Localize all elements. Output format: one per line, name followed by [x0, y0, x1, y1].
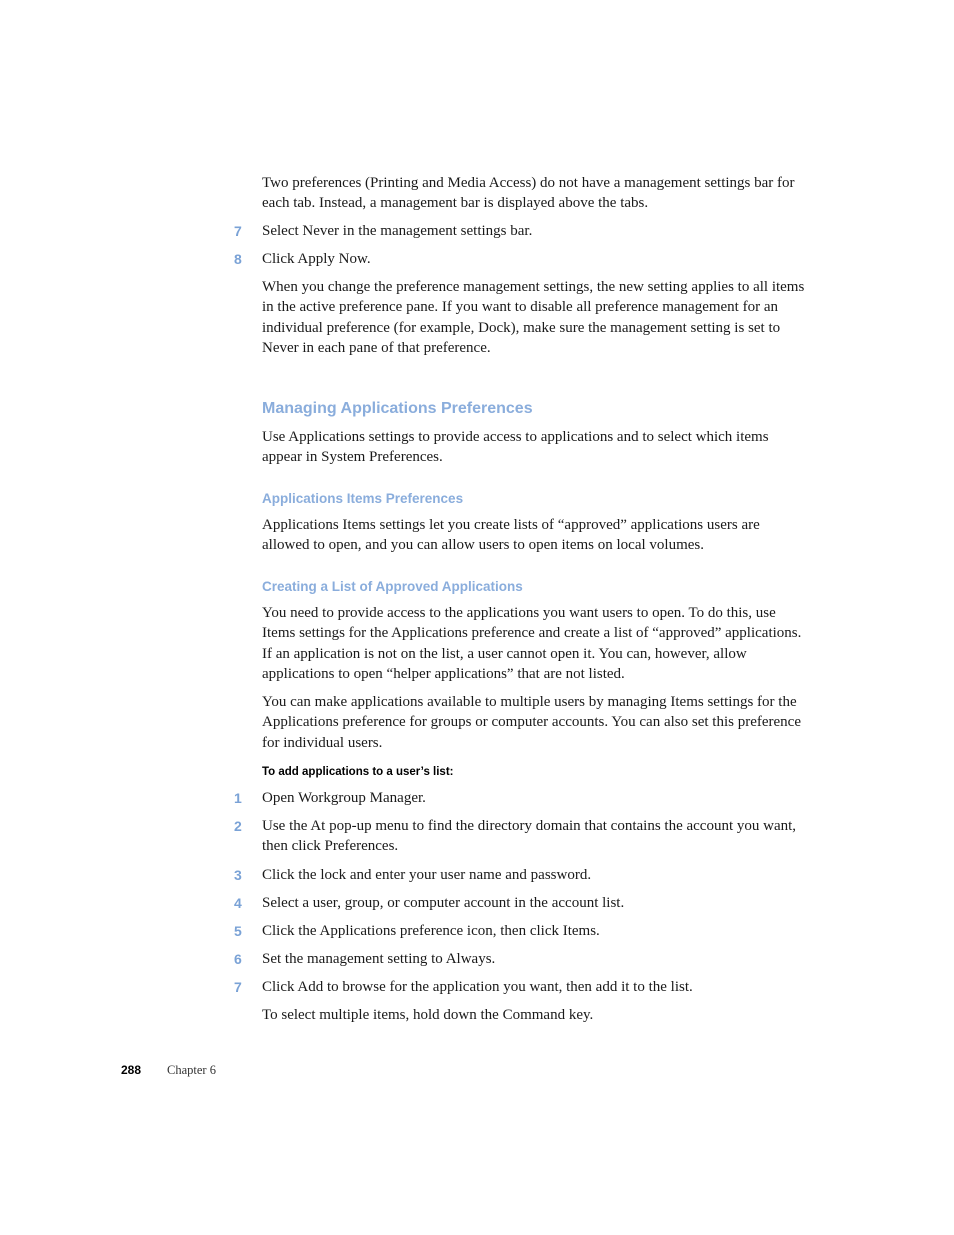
step-number: 7 — [234, 979, 242, 995]
intro-paragraph: Two preferences (Printing and Media Access) do not have a management settings bar for each tab. Instead, a management bar is displayed above the tabs. — [262, 175, 795, 212]
step-number: 4 — [234, 895, 242, 911]
step-text: Select a user, group, or computer account in the account list. — [262, 895, 625, 911]
page-number: 288 — [121, 1063, 142, 1077]
chapter-label: Chapter 6 — [167, 1063, 216, 1077]
step-text: Click Add to browse for the application you want, then add it to the list. — [262, 979, 693, 995]
section-intro-paragraph: Use Applications settings to provide access to applications and to select which items appear in System Preferences. — [262, 429, 769, 466]
subsection-heading: Creating a List of Approved Applications — [262, 579, 523, 594]
step-number: 2 — [234, 818, 242, 834]
step-text: Open Workgroup Manager. — [262, 790, 426, 806]
step-text: Set the management setting to Always. — [262, 951, 496, 967]
step-number: 8 — [234, 251, 242, 267]
step-text: Click the Applications preference icon, then click Items. — [262, 923, 600, 939]
step-number: 3 — [234, 867, 242, 883]
step-number: 6 — [234, 951, 242, 967]
subsection-paragraph: You can make applications available to multiple users by managing Items settings for the Applications preference for groups or computer accounts. You can also set this preference for individual users. — [262, 694, 801, 751]
step-number: 1 — [234, 790, 242, 806]
task-heading: To add applications to a user’s list: — [262, 766, 454, 778]
management-note-paragraph: When you change the preference management settings, the new setting applies to all items in the active preference pane. If you want to disable all preference management for an individual preference (for example, Dock), make sure the management setting is set to Never in each pane of that preference. — [262, 279, 805, 356]
step-text: Click Apply Now. — [262, 251, 371, 267]
step-text: Use the At pop-up menu to find the directory domain that contains the account you want, then click Preferences. — [262, 818, 797, 855]
subsection-heading: Applications Items Preferences — [262, 491, 464, 506]
step-number: 7 — [234, 223, 242, 239]
subsection-paragraph: Applications Items settings let you create lists of “approved” applications users are allowed to open, and you can allow users to open items on local volumes. — [262, 517, 760, 554]
step-text: Click the lock and enter your user name and password. — [262, 867, 592, 883]
task-note: To select multiple items, hold down the Command key. — [262, 1007, 594, 1023]
step-text: Select Never in the management settings bar. — [262, 223, 533, 239]
step-number: 5 — [234, 923, 242, 939]
section-heading: Managing Applications Preferences — [262, 400, 533, 417]
subsection-paragraph: You need to provide access to the applications you want users to open. To do this, use Items settings for the Applications preference and create a list of “approved” applications. If an application is not on the list, a user cannot open it. You can, however, allow applications to open “helper applications” that are not listed. — [262, 605, 802, 682]
